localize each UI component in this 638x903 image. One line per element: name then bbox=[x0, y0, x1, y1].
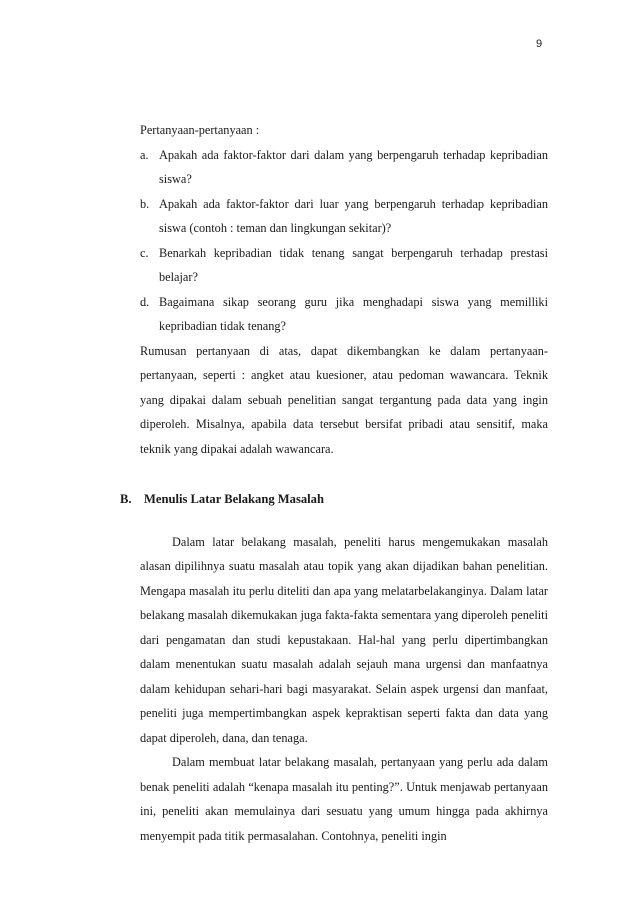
list-item-text: Apakah ada faktor-faktor dari dalam yang berpengaruh terhadap kepribadian siswa? bbox=[159, 147, 548, 186]
list-item-text: Apakah ada faktor-faktor dari luar yang berpengaruh terhadap kepribadian siswa (contoh : teman dan lingkungan sekitar)? bbox=[159, 196, 548, 235]
section-number: B. bbox=[120, 492, 132, 506]
question-list bbox=[140, 143, 548, 339]
body-paragraph: Dalam latar belakang masalah, peneliti harus mengemukakan masalah alasan dipilihnya suatu masalah atau topik yang akan dijadikan bahan penelitian. Mengapa masalah itu perlu diteliti dan apa yang melatarbelakanginya. Dalam latar belakang masalah dikemukakan juga fakta-fakta sementara yang diperoleh peneliti dari pengamatan dan studi kepustakaan. Hal-hal yang perlu dipertimbangkan dalam menentukan suatu masalah adalah sejauh mana urgensi dan manfaatnya dalam kehidupan sehari-hari bagi masyarakat. Selain aspek urgensi dan manfaat, peneliti juga mempertimbangkan aspek kepraktisan seperti fakta dan data yang dapat diperoleh, dana, dan tenaga. bbox=[140, 534, 548, 745]
list-item bbox=[140, 290, 548, 339]
list-item bbox=[140, 192, 548, 241]
list-item-text: Benarkah kepribadian tidak tenang sangat berpengaruh terhadap prestasi belajar? bbox=[159, 245, 548, 284]
list-marker: c. bbox=[140, 245, 149, 260]
section-title: Menulis Latar Belakang Masalah bbox=[144, 492, 324, 506]
list-marker: b. bbox=[140, 196, 150, 211]
questions-intro: Pertanyaan-pertanyaan : bbox=[140, 123, 260, 137]
list-item-text: Bagaimana sikap seorang guru jika menghadapi siswa yang memilliki kepribadian tidak tenang? bbox=[159, 294, 548, 333]
list-item bbox=[140, 143, 548, 192]
list-item bbox=[140, 241, 548, 290]
list-marker: a. bbox=[140, 147, 149, 162]
section-body bbox=[140, 530, 548, 849]
document-body bbox=[120, 118, 548, 848]
section-heading bbox=[120, 487, 548, 512]
body-paragraph: Dalam membuat latar belakang masalah, pertanyaan yang perlu ada dalam benak peneliti adalah “kenapa masalah itu penting?”. Untuk menjawab pertanyaan ini, peneliti akan memulainya dari sesuatu yang umum hingga pada akhirnya menyempit pada titik permasalahan. Contohnya, peneliti ingin bbox=[140, 755, 548, 843]
page-number: 9 bbox=[536, 38, 543, 50]
list-marker: d. bbox=[140, 294, 150, 309]
summary-paragraph: Rumusan pertanyaan di atas, dapat dikembangkan ke dalam pertanyaan-pertanyaan, seperti : angket atau kuesioner, atau pedoman wawancara. Teknik yang dipakai dalam sebuah penelitian sangat tergantung pada data yang ingin diperoleh. Misalnya, apabila data tersebut bersifat pribadi atau sensitif, maka teknik yang dipakai adalah wawancara. bbox=[140, 343, 548, 456]
